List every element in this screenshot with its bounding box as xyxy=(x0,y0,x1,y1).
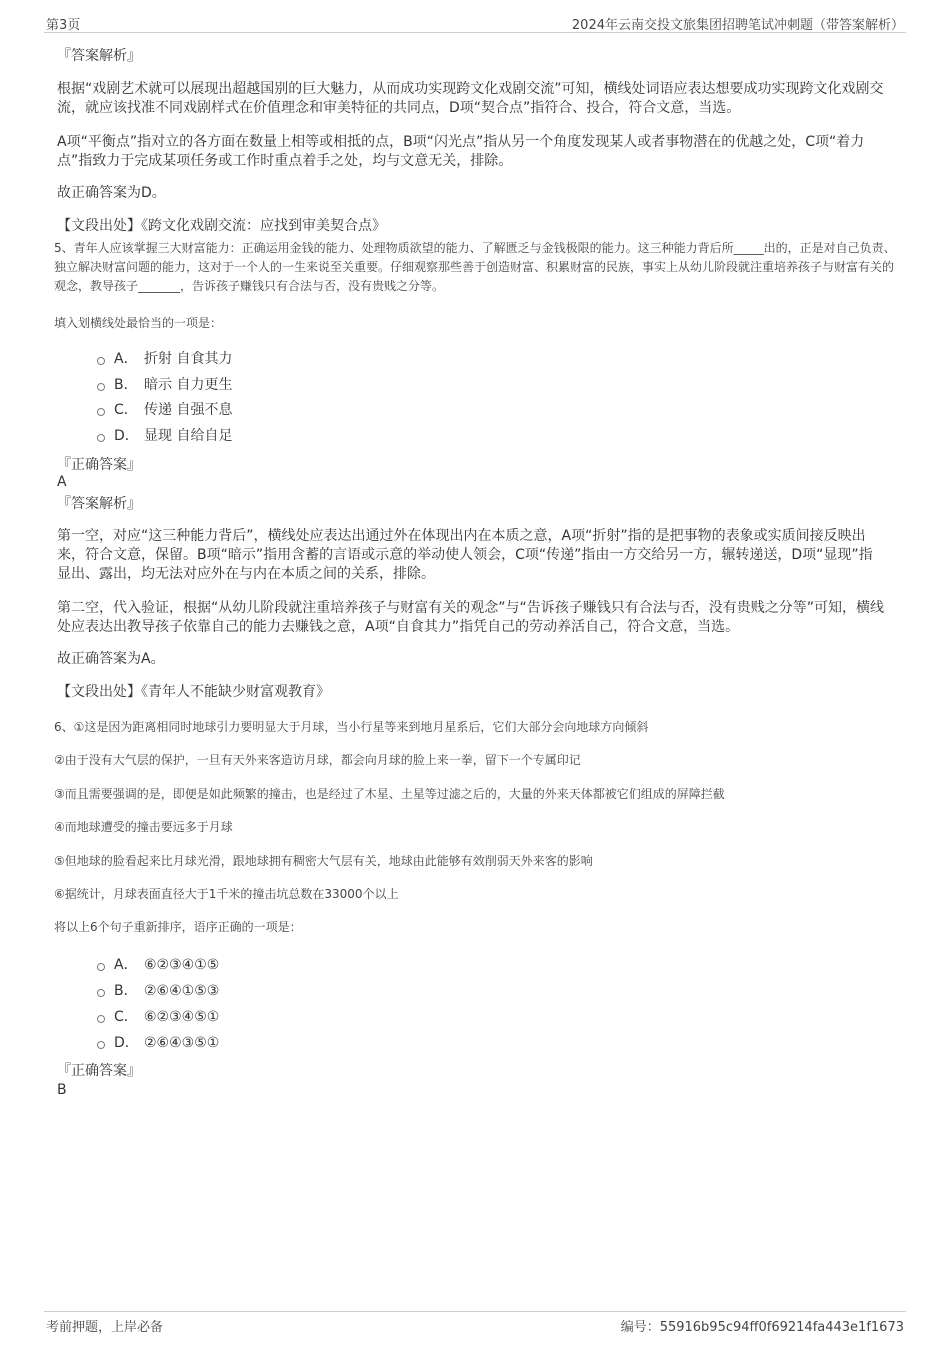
q6-option-a[interactable]: A． ⑥②③④①⑤ xyxy=(97,957,219,973)
q5-answer: A xyxy=(57,474,67,490)
radio-circle-icon[interactable] xyxy=(97,1041,105,1049)
radio-circle-icon[interactable] xyxy=(97,963,105,971)
footer-slogan: 考前押题，上岸必备 xyxy=(46,1320,164,1335)
document-code: 编号：55916b95c94ff0f69214fa443e1f1673 xyxy=(620,1320,904,1335)
page-header xyxy=(44,14,906,33)
q5-source: 【文段出处】《青年人不能缺少财富观教育》 xyxy=(57,684,330,700)
q5-option-d[interactable]: D． 显现 自给自足 xyxy=(97,428,232,444)
q5-explain-heading: 『答案解析』 xyxy=(57,496,141,512)
radio-circle-icon[interactable] xyxy=(97,357,105,365)
q5-explain-paragraph-2: 第二空，代入验证，根据“从幼儿阶段就注重培养孩子与财富有关的观念”与“告诉孩子赚钱只有合法与否，没有贵贱之分等”可知，横线处应表达出教导孩子依靠自己的能力去赚钱之意，A项“自食其力”指凭自己的劳动养活自己，符合文意，当选。 xyxy=(57,600,885,635)
radio-circle-icon[interactable] xyxy=(97,408,105,416)
q6-sentence-6: ⑥据统计，月球表面直径大于1千米的撞击坑总数在33000个以上 xyxy=(54,887,399,901)
radio-circle-icon[interactable] xyxy=(97,383,105,391)
q5-explain-paragraph-1: 第一空，对应“这三种能力背后”，横线处应表达出通过外在体现出内在本质之意，A项“折射”指的是把事物的表象或实质间接反映出来，符合文意，保留。B项“暗示”指用含蓄的言语或示意的举动使人领会，C项“传递”指由一方交给另一方，辗转递送，D项“显现”指显出、露出，均无法对应外在与内在本质之间的关系，排除。 xyxy=(57,528,873,582)
q6-option-b[interactable]: B． ②⑥④①⑤③ xyxy=(97,983,219,999)
radio-circle-icon[interactable] xyxy=(97,434,105,442)
q4-explain-conclusion: 故正确答案为D。 xyxy=(57,185,166,201)
q5-explain-conclusion: 故正确答案为A。 xyxy=(57,651,165,667)
radio-circle-icon[interactable] xyxy=(97,989,105,997)
q6-sentence-4: ④而地球遭受的撞击要远多于月球 xyxy=(54,820,233,834)
q5-answer-heading: 『正确答案』 xyxy=(57,457,141,473)
q4-explain-paragraph-1: 根据“戏剧艺术就可以展现出超越国别的巨大魅力，从而成功实现跨文化戏剧交流”可知，横线处词语应表达想要成功实现跨文化戏剧交流，就应该找准不同戏剧样式在价值理念和审美特征的共同点，D项“契合点”指符合、投合，符合文意，当选。 xyxy=(57,81,884,116)
q5-stem: 5、青年人应该掌握三大财富能力：正确运用金钱的能力、处理物质欲望的能力、了解匮乏与金钱极限的能力。这三种能力背后所_____出的，正是对自己负责、独立解决财富问题的能力，这对于一个人的一生来说至关重要。仔细观察那些善于创造财富、积累财富的民族，事实上从幼儿阶段就注重培养孩子与财富有关的观念，教导孩子_______，告诉孩子赚钱只有合法与否，没有贵贱之分等。 xyxy=(54,241,896,293)
q6-answer: B xyxy=(57,1082,67,1098)
radio-circle-icon[interactable] xyxy=(97,1015,105,1023)
q6-sentence-1: 6、①这是因为距离相同时地球引力要明显大于月球，当小行星等来到地月星系后，它们大部分会向地球方向倾斜 xyxy=(54,720,649,734)
q6-option-d[interactable]: D． ②⑥④③⑤① xyxy=(97,1035,219,1051)
q4-source: 【文段出处】《跨文化戏剧交流：应找到审美契合点》 xyxy=(57,218,386,234)
q6-sentence-2: ②由于没有大气层的保护，一旦有天外来客造访月球，都会向月球的脸上来一拳，留下一个专属印记 xyxy=(54,753,581,767)
q5-option-b[interactable]: B． 暗示 自力更生 xyxy=(97,377,232,393)
q6-answer-heading: 『正确答案』 xyxy=(57,1063,141,1079)
page-footer xyxy=(44,1311,906,1336)
q4-explain-heading: 『答案解析』 xyxy=(57,48,141,64)
q4-explain-paragraph-2: A项“平衡点”指对立的各方面在数量上相等或相抵的点，B项“闪光点”指从另一个角度发现某人或者事物潜在的优越之处，C项“着力点”指致力于完成某项任务或工作时重点着手之处，均与文意无关，排除。 xyxy=(57,134,865,169)
q5-prompt: 填入划横线处最恰当的一项是： xyxy=(54,316,223,330)
q5-option-c[interactable]: C． 传递 自强不息 xyxy=(97,402,232,418)
q6-sentence-3: ③而且需要强调的是，即便是如此频繁的撞击，也是经过了木星、土星等过滤之后的，大量的外来天体都被它们组成的屏障拦截 xyxy=(54,787,725,801)
q5-option-a[interactable]: A． 折射 自食其力 xyxy=(97,351,232,367)
q6-prompt: 将以上6个句子重新排序，语序正确的一项是： xyxy=(54,920,302,934)
q6-option-c[interactable]: C． ⑥②③④⑤① xyxy=(97,1009,219,1025)
document-title: 2024年云南交投文旅集团招聘笔试冲刺题（带答案解析） xyxy=(571,18,904,33)
page-number: 第3页 xyxy=(46,18,81,33)
q6-sentence-5: ⑤但地球的脸看起来比月球光滑，跟地球拥有稠密大气层有关，地球由此能够有效削弱天外来客的影响 xyxy=(54,854,593,868)
